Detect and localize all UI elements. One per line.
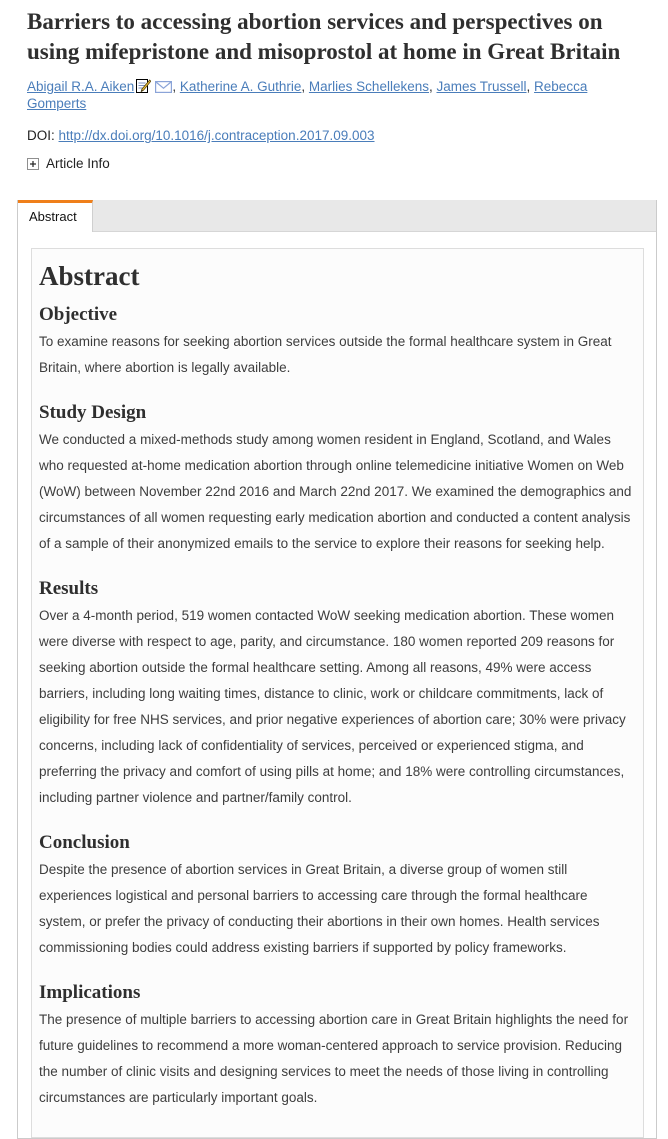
section-heading: Objective (39, 304, 118, 325)
article-info-toggle[interactable] (27, 156, 110, 171)
section-text: Over a 4-month period, 519 women contacted WoW seeking medication abortion. These women were diverse with respect to age, parity, and circumstance. 180 women reported 209 reasons for seeking abortion outside the formal healthcare setting. Among all reasons, 49% were access barriers, including long waiting times, distance to clinic, work or childcare commitments, lack of eligibility for free NHS services, and prior negative experiences of abortion care; 30% were privacy concerns, including lack of confidentiality of services, perceived or experienced stigma, and preferring the privacy and comfort of using pills at home; and 18% were controlling circumstances, including partner violence and partner/family control. (39, 608, 626, 805)
edit-icon[interactable] (136, 79, 151, 96)
tab-abstract[interactable]: Abstract (18, 200, 93, 232)
doi-link[interactable]: http://dx.doi.org/10.1016/j.contraception.2017.09.003 (58, 128, 375, 143)
abstract-tab-panel (17, 200, 657, 1139)
author-link[interactable]: James Trussell (436, 79, 527, 94)
section-text: We conducted a mixed-methods study among women resident in England, Scotland, and Wales who requested at-home medication abortion through online telemedicine initiative Women on Web (WoW) between November 22nd 2016 and March 22nd 2017. We examined the demographics and circumstances of all women requesting early medication abortion and conducted a content analysis of a sample of their anonymized emails to the service to explore their reasons for seeking help. (39, 432, 632, 551)
abstract-sections (39, 304, 634, 1111)
author-list: Abigail R.A. Aiken , Katherine A. Guthrie, Marlies Schellekens, James Trussell, Rebecca Gomperts (27, 79, 588, 111)
article-title: Barriers to accessing abortion services and perspectives on using mifepristone and misoprostol at home in Great Britain (27, 9, 621, 64)
doi-line (27, 128, 648, 143)
plus-box-icon (27, 158, 39, 170)
email-icon[interactable] (155, 81, 172, 96)
section-text: To examine reasons for seeking abortion services outside the formal healthcare system in Great Britain, where abortion is legally available. (39, 334, 612, 375)
abstract-box (31, 248, 644, 1138)
section-text: The presence of multiple barriers to accessing abortion care in Great Britain highlights the need for future guidelines to recommend a more woman-centered approach to service provision. Reducing the number of clinic visits and designing services to meet the needs of those living in controlling circumstances are particularly important goals. (39, 1012, 629, 1105)
section-heading: Study Design (39, 402, 147, 423)
author-link[interactable]: Marlies Schellekens (308, 79, 429, 94)
section-heading: Implications (39, 982, 141, 1003)
article-info-label: Article Info (46, 156, 110, 171)
tab-panel-body (18, 232, 656, 1138)
section-heading: Conclusion (39, 832, 130, 853)
author-link[interactable]: Rebecca Gomperts (27, 79, 588, 111)
section-heading: Results (39, 578, 99, 599)
doi-label: DOI: (27, 128, 55, 143)
abstract-heading: Abstract (39, 261, 140, 291)
tab-bar (18, 200, 656, 232)
author-link[interactable]: Katherine A. Guthrie (179, 79, 302, 94)
author-link[interactable]: Abigail R.A. Aiken (27, 79, 135, 94)
section-text: Despite the presence of abortion services in Great Britain, a diverse group of women still experiences logistical and personal barriers to accessing care through the formal healthcare system, or prefer the privacy of conducting their abortions in their own homes. Health services commissioning bodies could address existing barriers if supported by policy frameworks. (39, 862, 600, 955)
